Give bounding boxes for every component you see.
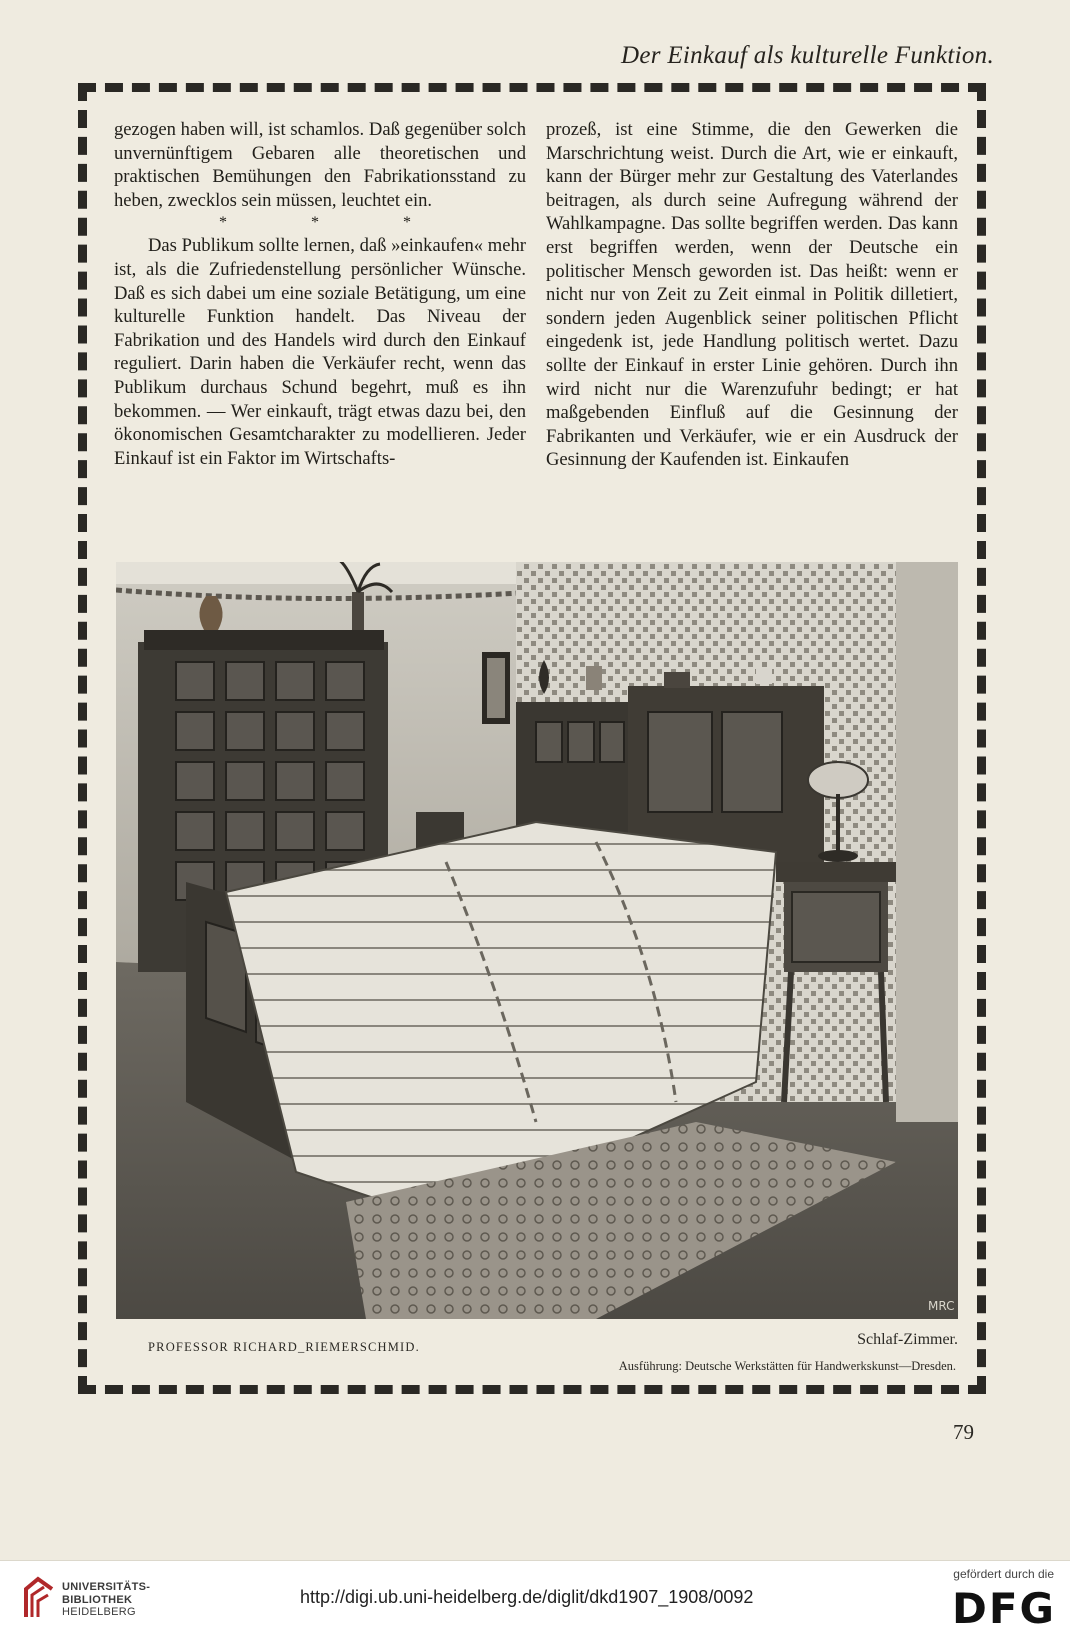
- funding-note: gefördert durch die: [953, 1567, 1054, 1581]
- permalink-url[interactable]: http://digi.ub.uni-heidelberg.de/diglit/dkd1907_1908/0092: [300, 1587, 754, 1607]
- right-paragraph-1: prozeß, ist eine Stimme, die den Gewerken die Marschrichtung weist. Durch die Art, wie er einkauft, kann der Bürger mehr zur Gestaltung des Vaterlandes beitragen, als durch seine Aufregung während der Wahlkampagne. Das sollte begriffen werden. Das kann erst begriffen werden, wenn der Deutsche ein politischer Mensch geworden ist. Das heißt: wenn er nicht nur von Zeit zu Zeit einmal in Politik dilletiert, sondern jeden Augenblick seiner politischen Pflicht eingedenk ist, jede Handlung politisch wertet. Dazu sollte der Einkauf in erster Linie gehören. Durch ihn wird nicht nur die Warenzufuhr bedingt; er hat maßgebenden Einfluß auf die Gesinnung der Fabrikanten und Verkäufer, wie er ein Ausdruck der Gesinnung der Kaufenden ist. Einkaufen: [546, 119, 958, 471]
- library-name-line2: BIBLIOTHEK: [62, 1593, 133, 1606]
- section-break-asterisks: * * *: [219, 214, 451, 232]
- library-name-line3: HEIDELBERG: [62, 1606, 136, 1618]
- left-text-column: [114, 118, 526, 470]
- left-paragraph-2: Das Publikum sollte lernen, daß »einkaufen« mehr ist, als die Zufriedenstellung persönlicher Wünsche. Daß es sich dabei um eine soziale Betätigung, um eine kulturelle Funktion handelt. Das Niveau der Fabrikation und des Handels wird durch den Einkauf reguliert. Darin haben die Verkäufer recht, wenn das Publikum durchaus Schund begehrt, muß es ihn bekommen. — Wer einkauft, trägt etwas dazu bei, den ökonomischen Gesamtcharakter zu modellieren. Jeder Einkauf ist ein Faktor im Wirtschafts-: [114, 235, 526, 469]
- right-text-column: [546, 118, 958, 472]
- dfg-logo[interactable]: DFG: [951, 1584, 1056, 1633]
- library-name-line1: UNIVERSITÄTS-: [62, 1581, 151, 1593]
- viewer-footer: [0, 1560, 1070, 1639]
- bedroom-illustration: [116, 562, 958, 1319]
- university-library-logo-icon[interactable]: [22, 1575, 56, 1621]
- caption-credit: Ausführung: Deutsche Werkstätten für Handwerkskunst—Dresden.: [618, 1359, 956, 1373]
- caption-designer: PROFESSOR RICHARD_RIEMERSCHMID.: [148, 1340, 420, 1354]
- caption-title: Schlaf-Zimmer.: [857, 1331, 958, 1348]
- left-paragraph-1: gezogen haben will, ist schamlos. Daß gegenüber solch unvernünftigem Gebaren alle theoretischen und praktischen Bemühungen den Fabrikationsstand zu heben, zwecklos sein müssen, leuchtet ein.: [114, 119, 526, 211]
- library-name[interactable]: [62, 1581, 150, 1619]
- page-number: 79: [953, 1420, 974, 1444]
- running-head: Der Einkauf als kulturelle Funktion.: [621, 42, 994, 69]
- bedroom-photograph: [116, 562, 958, 1319]
- photo-monogram: MRC: [928, 1299, 955, 1313]
